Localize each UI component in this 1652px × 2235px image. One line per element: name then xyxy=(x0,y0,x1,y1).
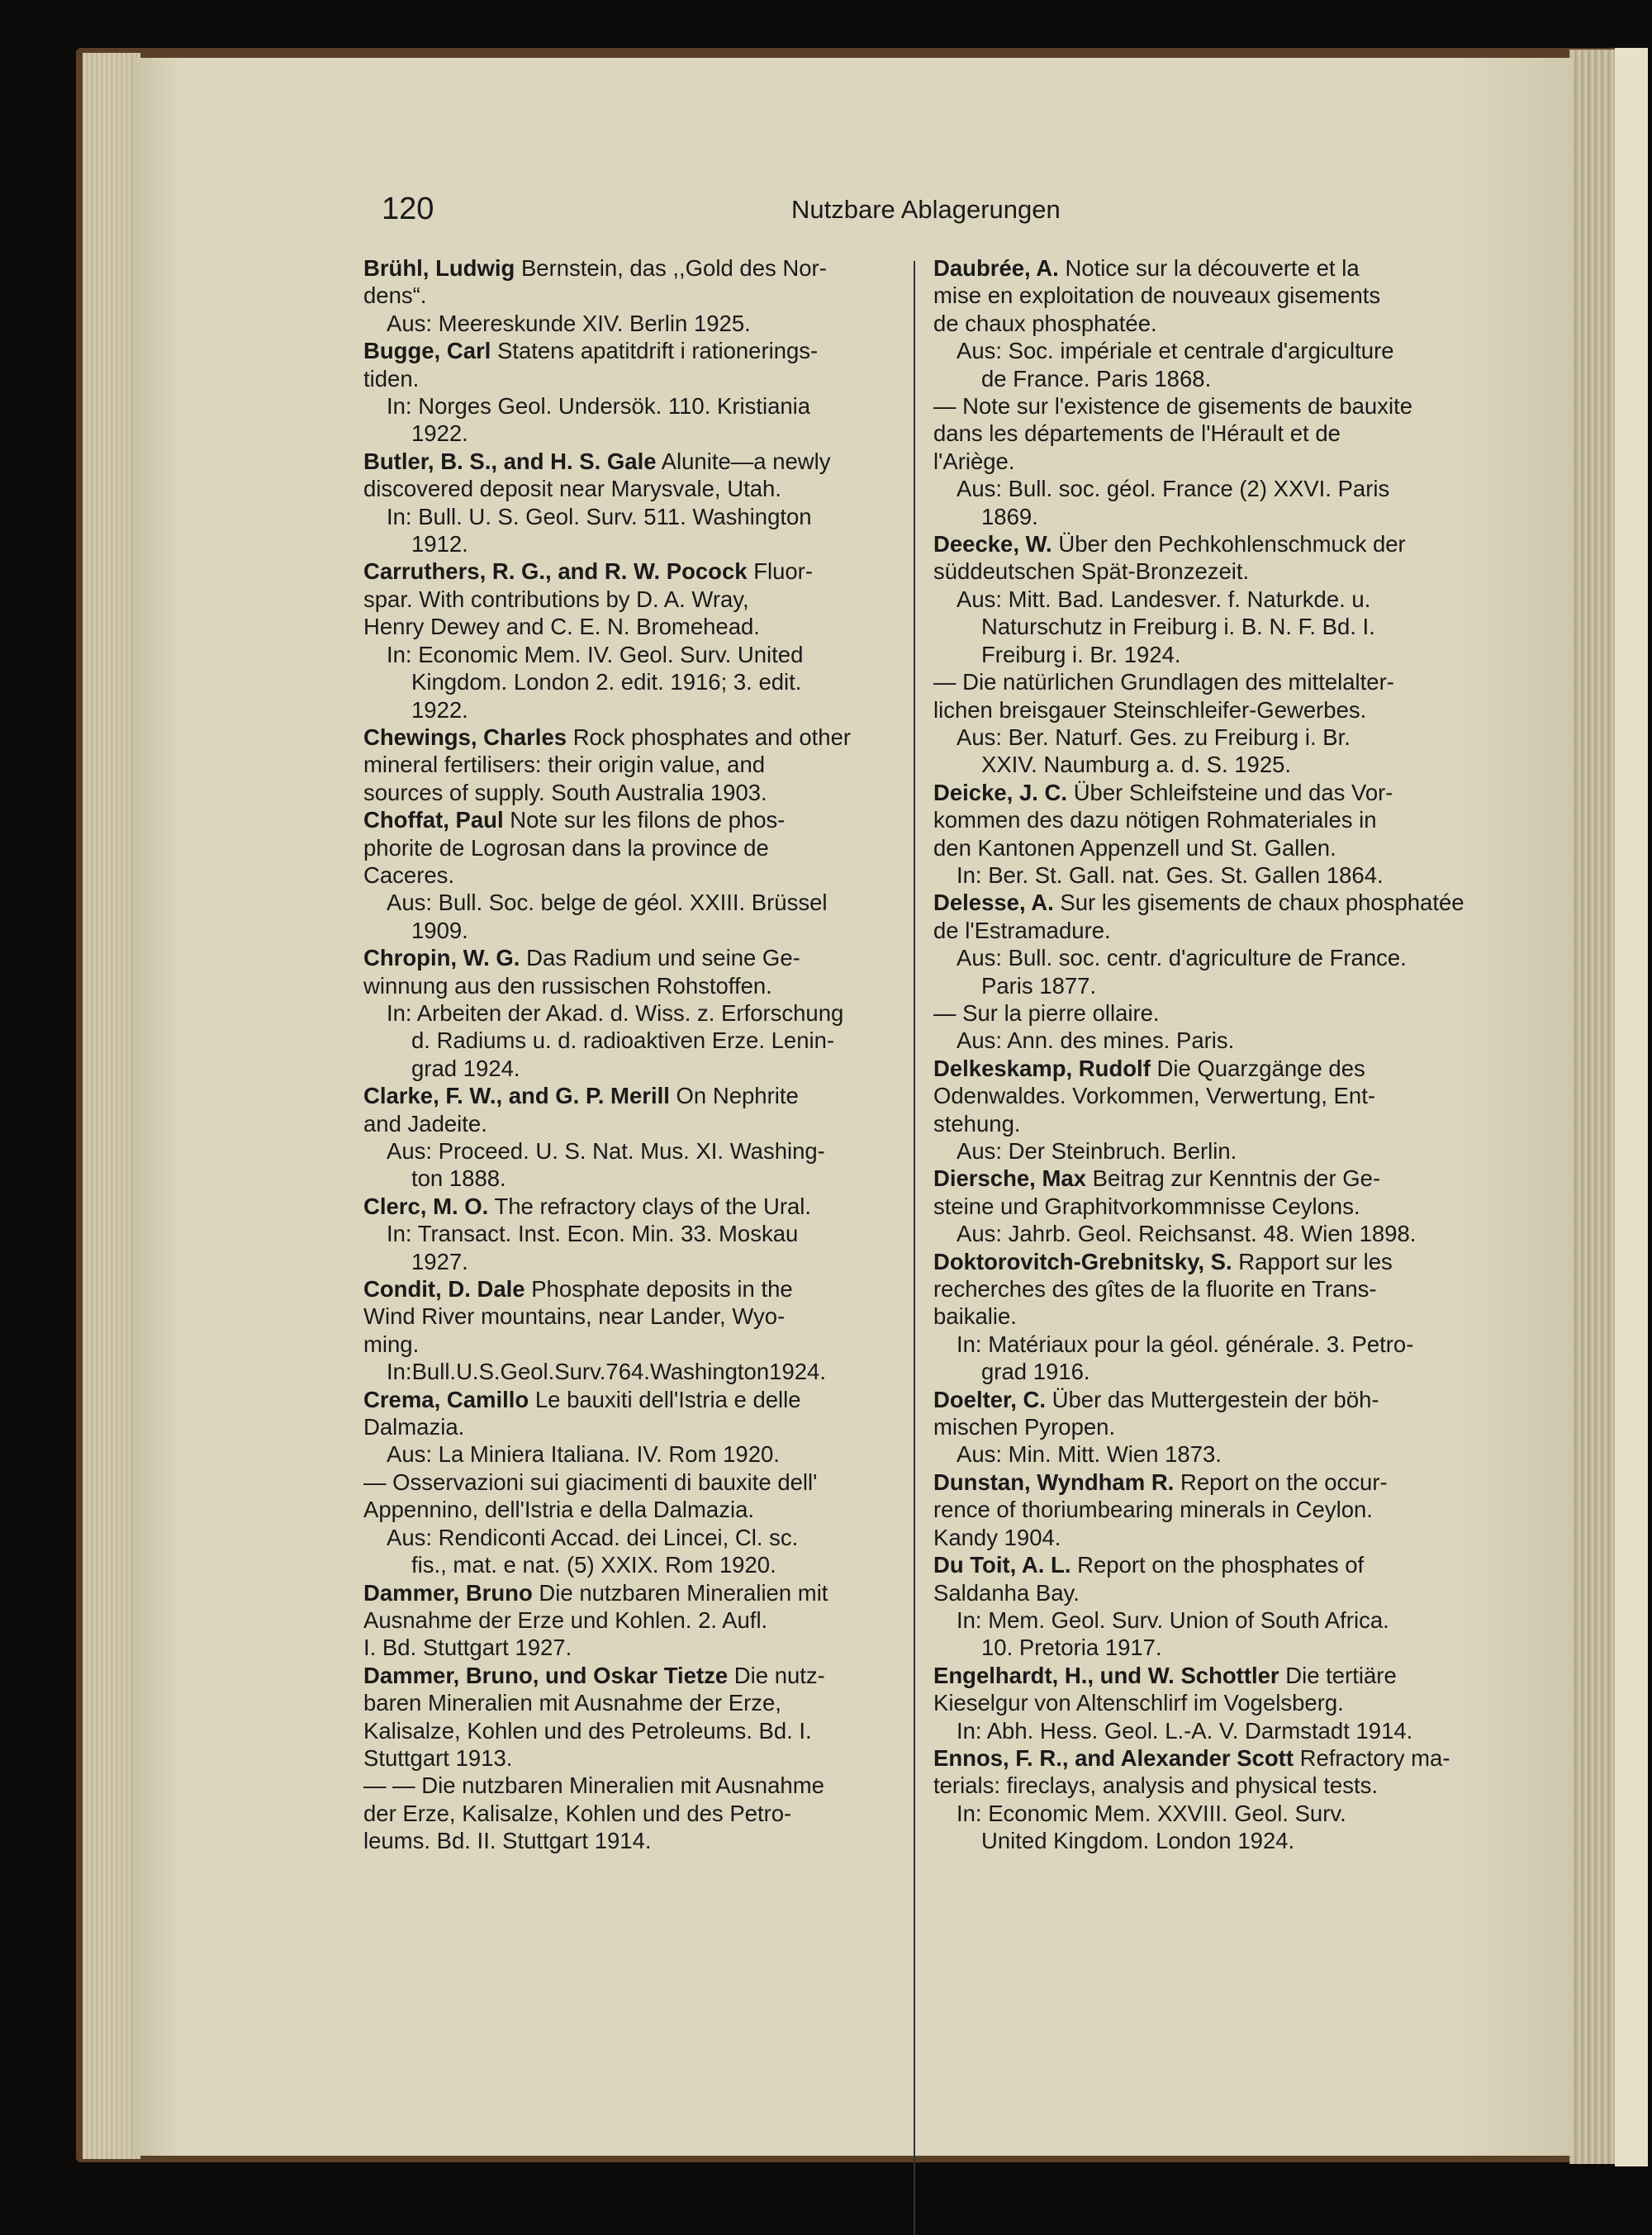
entry-text: Stuttgart 1913. xyxy=(363,1744,513,1771)
bibliography-entry xyxy=(933,1165,1452,1247)
entry-text: Aus: La Miniera Italiana. IV. Rom 1920. xyxy=(387,1441,780,1468)
entry-line xyxy=(933,641,1452,668)
bibliography-entry xyxy=(933,1055,1452,1165)
entry-line xyxy=(363,282,892,309)
entry-text: Aus: Bull. Soc. belge de géol. XXIII. Brüssel xyxy=(387,890,828,916)
entry-text: Refractory ma- xyxy=(1299,1744,1450,1771)
entry-line xyxy=(363,1413,892,1440)
entry-line xyxy=(933,1331,1452,1358)
entry-text: spar. With contributions by D. A. Wray, xyxy=(363,586,749,612)
author-name: Choffat, Paul xyxy=(363,807,504,833)
author-name: Chropin, W. G. xyxy=(363,945,520,971)
entry-text: mineral fertilisers: their origin value, and xyxy=(363,752,766,778)
entry-line xyxy=(363,889,892,916)
bibliography-entry xyxy=(363,254,892,337)
bibliography-entry xyxy=(363,944,892,1082)
entry-text: süddeutschen Spät-Bronzezeit. xyxy=(933,558,1250,585)
entry-text: l'Ariège. xyxy=(933,448,1015,474)
entry-line xyxy=(363,1772,892,1799)
entry-text: de chaux phosphatée. xyxy=(933,310,1157,336)
entry-text: On Nephrite xyxy=(676,1083,799,1109)
entry-text: Dalmazia. xyxy=(363,1414,465,1440)
entry-text: — Osservazioni sui giacimenti di bauxite dell' xyxy=(363,1469,818,1495)
entry-line xyxy=(933,944,1452,971)
entry-line xyxy=(933,1717,1452,1744)
entry-line xyxy=(933,365,1452,392)
entry-line xyxy=(363,1193,892,1220)
bibliography-entry xyxy=(363,724,892,806)
bibliography-entry xyxy=(363,1469,892,1579)
entry-line xyxy=(363,1827,892,1854)
author-name: Deicke, J. C. xyxy=(933,779,1068,805)
entry-text: Aus: Der Steinbruch. Berlin. xyxy=(957,1138,1237,1164)
entry-text: fis., mat. e nat. (5) XXIX. Rom 1920. xyxy=(411,1552,776,1578)
entry-line xyxy=(933,1055,1452,1082)
author-name: Doktorovitch-Grebnitsky, S. xyxy=(933,1248,1232,1274)
entry-line xyxy=(933,254,1452,282)
entry-text: Die nutzbaren Mineralien mit xyxy=(539,1579,828,1606)
entry-text: Kandy 1904. xyxy=(933,1524,1061,1550)
entry-line xyxy=(933,1524,1452,1551)
entry-text: Report on the occur- xyxy=(1180,1469,1388,1495)
entry-line xyxy=(363,1082,892,1109)
bibliography-entry xyxy=(933,1744,1452,1855)
entry-text: tiden. xyxy=(363,365,420,391)
entry-text: Caceres. xyxy=(363,861,455,888)
bibliography-entry xyxy=(363,1579,892,1662)
entry-text: Aus: Soc. impériale et centrale d'argiculture xyxy=(957,338,1394,364)
entry-line xyxy=(933,751,1452,778)
entry-line xyxy=(933,1606,1452,1634)
bibliography-entry xyxy=(933,889,1464,999)
bibliography-entry xyxy=(363,1193,892,1275)
entry-text: kommen des dazu nötigen Rohmateriales in xyxy=(933,807,1377,833)
entry-line xyxy=(933,1303,1452,1330)
entry-text: Statens apatitdrift i rationerings- xyxy=(496,338,819,364)
entry-text: Über Schleifsteine und das Vor- xyxy=(1073,779,1393,805)
entry-text: 1869. xyxy=(981,503,1038,529)
entry-line xyxy=(933,1082,1452,1109)
entry-line xyxy=(363,1469,892,1496)
entry-line xyxy=(363,613,892,640)
entry-text: Ausnahme der Erze und Kohlen. 2. Aufl. xyxy=(363,1606,768,1633)
author-name: Carruthers, R. G., and R. W. Pocock xyxy=(363,558,748,585)
entry-line xyxy=(363,999,892,1027)
entry-text: XXIV. Naumburg a. d. S. 1925. xyxy=(981,752,1292,778)
entry-line xyxy=(933,558,1452,585)
entry-line xyxy=(363,696,892,724)
entry-line xyxy=(933,310,1452,337)
entry-text: In: Economic Mem. XXVIII. Geol. Surv. xyxy=(957,1800,1346,1826)
entry-text: Aus: Min. Mitt. Wien 1873. xyxy=(957,1441,1222,1468)
author-name: Doelter, C. xyxy=(933,1386,1047,1412)
entry-line xyxy=(933,1579,1452,1606)
entry-text: Fluor- xyxy=(753,558,813,585)
entry-text: Aus: Ann. des mines. Paris. xyxy=(957,1027,1235,1054)
bibliography-entry xyxy=(363,1662,892,1772)
entry-text: lichen breisgauer Steinschleifer-Gewerbes. xyxy=(933,696,1367,723)
entry-line xyxy=(933,1110,1452,1137)
entry-text: Sur les gisements de chaux phosphatée xyxy=(1060,890,1464,916)
entry-line xyxy=(933,724,1452,751)
page-header xyxy=(0,192,1652,233)
entry-line xyxy=(933,889,1464,916)
entry-line xyxy=(363,944,892,971)
entry-text: Le bauxiti dell'Istria e delle xyxy=(534,1386,801,1412)
entry-text: Aus: Proceed. U. S. Nat. Mus. XI. Washing- xyxy=(387,1138,825,1164)
bibliography-entry xyxy=(363,1082,892,1193)
entry-line xyxy=(363,1440,892,1468)
entry-text: baren Mineralien mit Ausnahme der Erze, xyxy=(363,1690,781,1716)
entry-line xyxy=(363,1579,892,1606)
author-name: Dammer, Bruno, und Oskar Tietze xyxy=(363,1662,729,1688)
entry-line xyxy=(933,530,1452,558)
entry-text: Paris 1877. xyxy=(981,972,1097,999)
entry-line xyxy=(933,1358,1452,1385)
bibliography-entry xyxy=(363,806,892,944)
entry-text: steine und Graphitvorkommnisse Ceylons. xyxy=(933,1193,1360,1219)
entry-line xyxy=(933,337,1452,364)
entry-text: — — Die nutzbaren Mineralien mit Ausnahme xyxy=(363,1772,824,1799)
entry-line xyxy=(363,475,892,502)
entry-line xyxy=(933,282,1452,309)
entry-text: Freiburg i. Br. 1924. xyxy=(981,641,1181,667)
entry-text: Die nutz- xyxy=(733,1662,825,1688)
entry-line xyxy=(363,254,892,282)
entry-text: The refractory clays of the Ural. xyxy=(494,1193,812,1219)
entry-text: Bernstein, das ,,Gold des Nor- xyxy=(520,255,827,281)
entry-line xyxy=(933,420,1452,447)
author-name: Delkeskamp, Rudolf xyxy=(933,1055,1151,1081)
entry-text: Über den Pechkohlenschmuck der xyxy=(1058,531,1406,558)
entry-line xyxy=(363,420,892,447)
entry-text: Note sur les filons de phos- xyxy=(510,807,786,833)
entry-text: den Kantonen Appenzell und St. Gallen. xyxy=(933,834,1336,861)
bibliography-entry xyxy=(363,1275,892,1386)
entry-line xyxy=(933,586,1452,613)
entry-text: In: Matériaux pour la géol. générale. 3. Petro- xyxy=(957,1331,1414,1357)
entry-text: Notice sur la découverte et la xyxy=(1065,255,1360,281)
entry-line xyxy=(933,1772,1452,1799)
author-name: Clarke, F. W., and G. P. Merill xyxy=(363,1083,670,1109)
entry-line xyxy=(363,641,892,668)
entry-text: In: Abh. Hess. Geol. L.-A. V. Darmstadt 1914. xyxy=(957,1717,1413,1744)
author-name: Crema, Camillo xyxy=(363,1386,529,1412)
entry-text: rence of thoriumbearing minerals in Ceylon. xyxy=(933,1497,1373,1523)
entry-text: United Kingdom. London 1924. xyxy=(981,1828,1295,1854)
entry-text: Aus: Mitt. Bad. Landesver. f. Naturkde. u. xyxy=(957,586,1371,612)
entry-text: de France. Paris 1868. xyxy=(981,365,1212,391)
entry-line xyxy=(933,475,1452,502)
author-name: Dammer, Bruno xyxy=(363,1579,533,1606)
entry-text: Die tertiäre xyxy=(1285,1662,1397,1688)
bibliography-entry xyxy=(933,779,1452,890)
entry-line xyxy=(363,1027,892,1054)
entry-line xyxy=(363,1496,892,1523)
column-divider xyxy=(914,261,915,2235)
entry-text: Report on the phosphates of xyxy=(1077,1552,1365,1578)
page-stack-right xyxy=(1569,50,1619,2164)
entry-text: mise en exploitation de nouveaux gisements xyxy=(933,282,1381,309)
entry-line xyxy=(363,1634,892,1661)
entry-line xyxy=(363,1606,892,1634)
entry-line xyxy=(363,751,892,778)
author-name: Butler, B. S., and H. S. Gale xyxy=(363,448,657,474)
author-name: Delesse, A. xyxy=(933,890,1054,916)
entry-line xyxy=(363,668,892,695)
bibliography-entry xyxy=(363,558,892,723)
entry-line xyxy=(363,1551,892,1578)
entry-line xyxy=(363,1137,892,1165)
bibliography-entry xyxy=(933,1386,1452,1469)
entry-text: Naturschutz in Freiburg i. B. N. F. Bd. I. xyxy=(981,614,1375,640)
bibliography-entry xyxy=(933,254,1452,392)
entry-text: Henry Dewey and C. E. N. Bromehead. xyxy=(363,614,760,640)
entry-line xyxy=(363,1110,892,1137)
entry-line xyxy=(933,668,1452,695)
entry-text: Aus: Rendiconti Accad. dei Lincei, Cl. sc. xyxy=(387,1524,799,1550)
entry-line xyxy=(933,834,1452,861)
entry-text: 1912. xyxy=(411,531,468,558)
entry-line xyxy=(933,1551,1452,1578)
entry-line xyxy=(363,1717,892,1744)
author-name: Deecke, W. xyxy=(933,531,1052,558)
entry-text: phorite de Logrosan dans la province de xyxy=(363,834,769,861)
entry-text: — Note sur l'existence de gisements de bauxite xyxy=(933,393,1412,420)
entry-text: Wind River mountains, near Lander, Wyo- xyxy=(363,1303,786,1330)
entry-text: 1922. xyxy=(411,420,468,447)
entry-line xyxy=(933,1165,1452,1192)
entry-line xyxy=(363,1662,892,1689)
author-name: Du Toit, A. L. xyxy=(933,1552,1071,1578)
entry-text: In: Economic Mem. IV. Geol. Surv. United xyxy=(387,641,804,667)
bibliography-entry xyxy=(933,1551,1452,1662)
entry-text: In: Mem. Geol. Surv. Union of South Africa. xyxy=(957,1606,1389,1633)
page-number: 120 xyxy=(382,192,434,226)
entry-line xyxy=(933,392,1452,420)
right-column xyxy=(933,254,1464,1855)
entry-line xyxy=(933,1220,1452,1247)
entry-line xyxy=(933,1137,1452,1165)
entry-line xyxy=(933,613,1452,640)
entry-line xyxy=(363,392,892,420)
bibliography-entry xyxy=(363,448,892,558)
entry-text: Saldanha Bay. xyxy=(933,1579,1080,1606)
entry-text: ming. xyxy=(363,1331,420,1357)
bibliography-entry xyxy=(933,668,1452,779)
entry-text: Über das Muttergestein der böh- xyxy=(1051,1386,1379,1412)
entry-line xyxy=(363,1275,892,1303)
entry-line xyxy=(363,365,892,392)
entry-line xyxy=(933,1275,1452,1303)
facing-page-edge xyxy=(1615,48,1648,2166)
entry-text: In: Transact. Inst. Econ. Min. 33. Moskau xyxy=(387,1221,799,1247)
bibliography-entry xyxy=(933,999,1452,1055)
bibliography-entry xyxy=(363,337,892,448)
entry-text: In: Arbeiten der Akad. d. Wiss. z. Erforschung xyxy=(387,999,844,1026)
entry-text: Aus: Jahrb. Geol. Reichsanst. 48. Wien 1898. xyxy=(957,1221,1417,1247)
entry-text: d. Radiums u. d. radioaktiven Erze. Lenin- xyxy=(411,1027,835,1054)
author-name: Chewings, Charles xyxy=(363,724,567,750)
entry-line xyxy=(363,1303,892,1330)
entry-text: Das Radium und seine Ge- xyxy=(526,945,800,971)
entry-text: Odenwaldes. Vorkommen, Verwertung, Ent- xyxy=(933,1083,1375,1109)
entry-line xyxy=(363,1524,892,1551)
entry-line xyxy=(933,779,1452,806)
entry-text: dens“. xyxy=(363,282,427,309)
entry-line xyxy=(933,1689,1452,1716)
entry-line xyxy=(933,1027,1452,1054)
entry-line xyxy=(363,1800,892,1827)
entry-line xyxy=(363,1689,892,1716)
entry-text: recherches des gîtes de la fluorite en Trans- xyxy=(933,1276,1377,1303)
entry-text: Aus: Meereskunde XIV. Berlin 1925. xyxy=(387,310,751,336)
entry-text: Die Quarzgänge des xyxy=(1156,1055,1365,1081)
entry-text: In: Bull. U. S. Geol. Surv. 511. Washington xyxy=(387,503,812,529)
entry-line xyxy=(363,558,892,585)
entry-text: terials: fireclays, analysis and physical tests. xyxy=(933,1772,1378,1799)
entry-text: de l'Estramadure. xyxy=(933,917,1111,943)
entry-line xyxy=(363,834,892,861)
entry-line xyxy=(933,1386,1452,1413)
author-name: Clerc, M. O. xyxy=(363,1193,489,1219)
entry-text: Rapport sur les xyxy=(1238,1248,1393,1274)
entry-text: In:Bull.U.S.Geol.Surv.764.Washington1924. xyxy=(387,1359,826,1385)
bibliography-entry xyxy=(933,1662,1452,1744)
entry-text: sources of supply. South Australia 1903. xyxy=(363,779,767,805)
entry-line xyxy=(933,1496,1452,1523)
entry-text: baikalie. xyxy=(933,1303,1017,1330)
author-name: Condit, D. Dale xyxy=(363,1276,525,1303)
entry-line xyxy=(933,1662,1452,1689)
entry-text: Rock phosphates and other xyxy=(572,724,852,750)
entry-line xyxy=(933,1469,1452,1496)
entry-line xyxy=(933,861,1452,889)
author-name: Bugge, Carl xyxy=(363,338,491,364)
entry-text: In: Norges Geol. Undersök. 110. Kristiania xyxy=(387,393,811,420)
entry-text: 1922. xyxy=(411,696,468,723)
entry-text: ton 1888. xyxy=(411,1165,506,1192)
entry-line xyxy=(363,530,892,558)
entry-line xyxy=(363,1358,892,1385)
entry-text: Kingdom. London 2. edit. 1916; 3. edit. xyxy=(411,669,802,695)
entry-line xyxy=(363,503,892,530)
entry-line xyxy=(933,1193,1452,1220)
entry-line xyxy=(363,310,892,337)
running-head: Nutzbare Ablagerungen xyxy=(791,195,1061,224)
bibliography-entry xyxy=(933,1248,1452,1386)
entry-line xyxy=(933,696,1452,724)
entry-text: Appennino, dell'Istria e della Dalmazia. xyxy=(363,1497,755,1523)
entry-text: leums. Bd. II. Stuttgart 1914. xyxy=(363,1828,652,1854)
entry-line xyxy=(363,806,892,833)
left-column xyxy=(363,254,892,1855)
entry-text: Phosphate deposits in the xyxy=(531,1276,793,1303)
entry-text: Aus: Bull. soc. géol. France (2) XXVI. Paris xyxy=(957,476,1390,502)
entry-text: 10. Pretoria 1917. xyxy=(981,1635,1162,1661)
entry-text: In: Ber. St. Gall. nat. Ges. St. Gallen 1864. xyxy=(957,861,1384,888)
entry-line xyxy=(933,917,1452,944)
entry-line xyxy=(933,1827,1452,1854)
bibliography-entry xyxy=(933,530,1452,668)
entry-text: grad 1924. xyxy=(411,1055,520,1081)
entry-text: discovered deposit near Marysvale, Utah. xyxy=(363,476,781,502)
entry-line xyxy=(933,448,1452,475)
entry-line xyxy=(933,503,1452,530)
entry-text: Aus: Ber. Naturf. Ges. zu Freiburg i. Br. xyxy=(957,724,1351,750)
entry-line xyxy=(363,1055,892,1082)
entry-line xyxy=(363,917,892,944)
entry-line xyxy=(363,586,892,613)
entry-line xyxy=(933,999,1452,1027)
entry-line xyxy=(933,1744,1452,1772)
entry-line xyxy=(363,337,892,364)
entry-line xyxy=(363,861,892,889)
entry-line xyxy=(363,1386,892,1413)
entry-line xyxy=(363,1220,892,1247)
entry-text: der Erze, Kalisalze, Kohlen und des Petro- xyxy=(363,1800,792,1826)
entry-line xyxy=(363,1744,892,1772)
entry-text: 1927. xyxy=(411,1248,468,1274)
bibliography-entry xyxy=(363,1772,892,1854)
entry-text: — Sur la pierre ollaire. xyxy=(933,999,1160,1026)
entry-line xyxy=(363,779,892,806)
entry-text: grad 1916. xyxy=(981,1359,1090,1385)
entry-line xyxy=(363,448,892,475)
entry-line xyxy=(363,972,892,999)
entry-text: Alunite—a newly xyxy=(661,448,831,474)
author-name: Daubrée, A. xyxy=(933,255,1059,281)
entry-text: and Jadeite. xyxy=(363,1110,487,1136)
entry-text: I. Bd. Stuttgart 1927. xyxy=(363,1635,572,1661)
entry-line xyxy=(933,806,1452,833)
author-name: Dunstan, Wyndham R. xyxy=(933,1469,1175,1495)
entry-text: dans les départements de l'Hérault et de xyxy=(933,420,1341,447)
author-name: Brühl, Ludwig xyxy=(363,255,515,281)
author-name: Diersche, Max xyxy=(933,1165,1086,1192)
bibliography-entry xyxy=(933,392,1452,530)
entry-text: Beitrag zur Kenntnis der Ge- xyxy=(1092,1165,1381,1192)
entry-line xyxy=(933,1634,1452,1661)
entry-text: Kalisalze, Kohlen und des Petroleums. Bd. I. xyxy=(363,1717,812,1744)
author-name: Ennos, F. R., and Alexander Scott xyxy=(933,1744,1294,1771)
entry-text: winnung aus den russischen Rohstoffen. xyxy=(363,972,772,999)
bibliography-entry xyxy=(933,1469,1452,1551)
entry-line xyxy=(933,1440,1452,1468)
entry-line xyxy=(933,972,1452,999)
entry-text: 1909. xyxy=(411,917,468,943)
entry-line xyxy=(363,1248,892,1275)
entry-text: — Die natürlichen Grundlagen des mittelalter- xyxy=(933,669,1394,695)
entry-line xyxy=(933,1413,1452,1440)
entry-line xyxy=(933,1800,1452,1827)
entry-text: Aus: Bull. soc. centr. d'agriculture de France. xyxy=(957,945,1407,971)
entry-line xyxy=(363,724,892,751)
entry-line xyxy=(363,1331,892,1358)
entry-text: stehung. xyxy=(933,1110,1021,1136)
entry-text: Kieselgur von Altenschlirf im Vogelsberg. xyxy=(933,1690,1344,1716)
entry-line xyxy=(363,1165,892,1192)
entry-text: mischen Pyropen. xyxy=(933,1414,1116,1440)
bibliography-entry xyxy=(363,1386,892,1469)
author-name: Engelhardt, H., und W. Schottler xyxy=(933,1662,1279,1688)
entry-line xyxy=(933,1248,1452,1275)
